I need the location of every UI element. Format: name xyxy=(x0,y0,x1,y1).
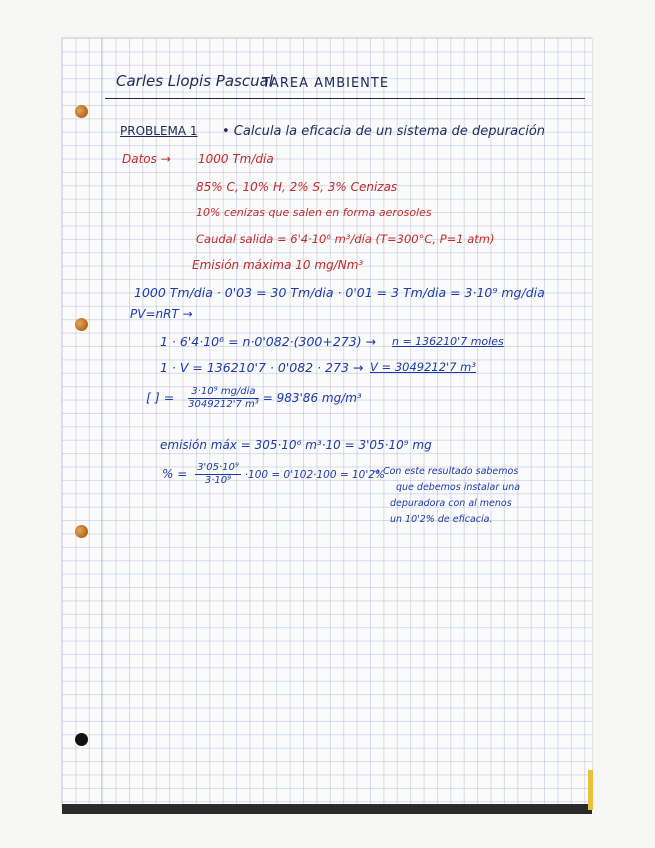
problem-statement: • Calcula la eficacia de un sistema de depuración xyxy=(222,124,546,139)
page-margin-line xyxy=(101,38,102,808)
max-emission: emisión máx = 305·10⁶ m³·10 = 3'05·10⁹ mg xyxy=(160,438,432,452)
page-side-edge xyxy=(588,770,593,810)
conclusion-line-1: → Con este resultado sabemos xyxy=(372,466,519,477)
mass-calculation: 1000 Tm/dia · 0'03 = 30 Tm/dia · 0'01 = 3 Tm/dia = 3·10⁹ mg/dia xyxy=(134,285,545,300)
binder-hole-2 xyxy=(75,318,88,331)
author-name: Carles Llopis Pascual xyxy=(116,72,273,90)
data-item-5: Emisión máxima 10 mg/Nm³ xyxy=(192,258,364,272)
concentration-label: [ ] = xyxy=(146,390,175,405)
data-item-2: 85% C, 10% H, 2% S, 3% Cenizas xyxy=(196,180,398,194)
data-label: Datos → xyxy=(122,152,171,166)
data-item-3: 10% cenizas que salen en forma aerosoles xyxy=(196,206,432,219)
binder-hole-1 xyxy=(75,105,88,118)
efficiency-denominator: 3·10⁹ xyxy=(204,475,232,486)
concentration-result: = 983'86 mg/m³ xyxy=(262,391,362,405)
moles-result: n = 136210'7 moles xyxy=(392,335,504,348)
concentration-numerator: 3·10⁹ mg/dia xyxy=(188,386,259,399)
conclusion-line-3: depuradora con al menos xyxy=(390,498,512,509)
conclusion-line-4: un 10'2% de eficacia. xyxy=(390,514,493,525)
problem-title: PROBLEMA 1 xyxy=(120,124,198,138)
efficiency-fraction xyxy=(195,462,241,487)
binder-hole-4 xyxy=(75,733,88,746)
header-rule xyxy=(105,98,585,99)
data-item-1: 1000 Tm/dia xyxy=(198,152,274,166)
concentration-row xyxy=(146,386,362,411)
data-item-4: Caudal salida = 6'4·10⁶ m³/día (T=300°C, P=1 atm) xyxy=(196,232,495,246)
efficiency-numerator: 3'05·10⁹ xyxy=(197,462,239,473)
volume-equation: 1 · V = 136210'7 · 0'082 · 273 → xyxy=(160,360,364,375)
concentration-denominator: 3049212'7 m³ xyxy=(188,399,259,410)
binder-hole-3 xyxy=(75,525,88,538)
volume-result: V = 3049212'7 m³ xyxy=(370,360,476,374)
subject-title: TAREA AMBIENTE xyxy=(262,76,390,91)
efficiency-result: ·100 = 0'102·100 = 10'2% xyxy=(244,469,385,481)
ideal-gas-law: PV=nRT → xyxy=(130,307,193,321)
page-bottom-edge xyxy=(62,804,592,814)
moles-equation: 1 · 6'4·10⁶ = n·0'082·(300+273) → xyxy=(160,334,377,349)
efficiency-row xyxy=(162,462,385,487)
concentration-fraction xyxy=(188,386,259,411)
conclusion-line-2: que debemos instalar una xyxy=(396,482,521,493)
efficiency-label: % = xyxy=(162,467,188,481)
